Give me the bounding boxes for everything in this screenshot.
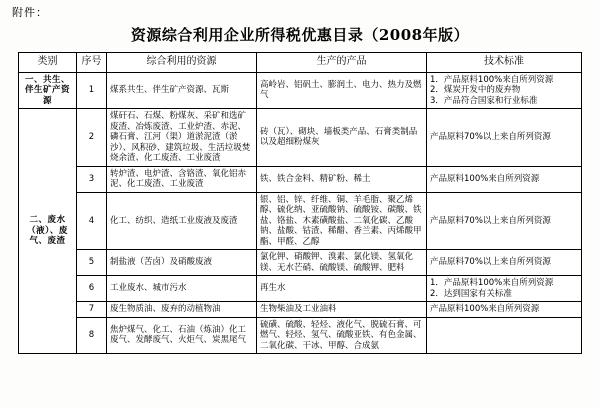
cell-no: 7 (77, 302, 107, 318)
table-row (19, 72, 582, 109)
cell-standard: 产品原料100%来自所列资源 (427, 302, 582, 318)
cell-product: 氯化钾、硝酸钾、溴素、氯化镁、氢氧化镁、无水芒硝、硫酸镁、硫酸钾、肥料 (257, 250, 427, 276)
cell-resource: 化工、纺织、造纸工业废液及废渣 (107, 192, 257, 250)
attachment-label: 附件： (12, 6, 48, 19)
page-title: 资源综合利用企业所得税优惠目录（2008年版） (130, 26, 470, 44)
cell-no: 1 (77, 72, 107, 109)
cell-standard (427, 276, 582, 302)
standard-line: 2．达到国家有关标准 (430, 288, 512, 299)
column-header-resource: 综合利用的资源 (107, 53, 257, 73)
cell-category: 一、共生、伴生矿产资源 (19, 72, 77, 109)
cell-resource: 转炉渣、电炉渣、含铬渣、氧化铝赤泥、化工废渣、工业废渣 (107, 166, 257, 192)
cell-standard: 产品原料100%来自所列资源 (427, 166, 582, 192)
cell-no: 8 (77, 317, 107, 354)
cell-product: 生物柴油及工业油料 (257, 302, 427, 318)
cell-standard: 产品原料70%以上来自所列资源 (427, 109, 582, 167)
standard-line: 3．产品符合国家和行业标准 (430, 95, 538, 106)
cell-resource: 煤系共生、伴生矿产资源、瓦斯 (107, 72, 257, 109)
column-header-no: 序号 (77, 53, 107, 73)
table-header-row (19, 53, 582, 73)
column-header-product: 生产的产品 (257, 53, 427, 73)
cell-product: 银、铝、锌、纤维、铜、羊毛脂、聚乙烯醇、硫化纳、亚硫酸钠、硫酸铵、碳酸、铁盐、铬盐、木素磺酸盐、二氧化碳、乙酸钠、盐酸、钴渣、稀醋、香兰素、丙烯酸甲酯、甲醛、乙醇 (257, 192, 427, 250)
table-row (19, 192, 582, 250)
cell-resource: 工业废水、城市污水 (107, 276, 257, 302)
cell-product: 硫磺、硫酸、轻烃、液化气、脱硫石膏、可燃气、轻烃、氢气、硫酸亚铁、有色金属、二氧化碳、干冰、甲醇、合成氨 (257, 317, 427, 354)
cell-category: 二、废水（液）、废气、废渣 (19, 109, 77, 354)
cell-no: 4 (77, 192, 107, 250)
table-row (19, 317, 582, 354)
column-header-category: 类别 (19, 53, 77, 73)
column-header-standard: 技术标准 (427, 53, 582, 73)
cell-no: 5 (77, 250, 107, 276)
cell-product: 高岭岩、铝矾土、膨润土、电力、热力及燃气 (257, 72, 427, 109)
cell-resource: 煤矸石、石煤、粉煤灰、采矿和选矿废渣、冶炼废渣、工业炉渣、赤泥、磷石膏、江河（渠）道淤泥渣（淤沙）、风积砂、建筑垃圾、生活垃圾焚烧余渣、化工废渣、工业废渣 (107, 109, 257, 167)
standard-line: 2．煤炭开发中的废弃物 (430, 85, 521, 95)
cell-standard: 产品原料70%以上来自所列资源 (427, 250, 582, 276)
table-row (19, 276, 582, 302)
cell-standard (427, 72, 582, 109)
cell-resource: 焦炉煤气、化工、石油（炼油）化工废气、发酵废气、火炬气、炭黑尾气 (107, 317, 257, 354)
cell-no: 2 (77, 109, 107, 167)
table-row (19, 250, 582, 276)
standard-line: 1．产品原料100%来自所列资源 (430, 278, 554, 288)
cell-no: 6 (77, 276, 107, 302)
cell-product: 砖（瓦）、砌块、墙板类产品、石膏类制品以及超细粉煤灰 (257, 109, 427, 167)
cell-resource: 废生物质油、废弃的动植物油 (107, 302, 257, 318)
table-row (19, 109, 582, 167)
cell-standard: 产品原料70%以上来自所列资源 (427, 192, 582, 250)
table-row (19, 302, 582, 318)
cell-product: 铁、铁合金料、精矿粉、稀土 (257, 166, 427, 192)
catalog-table (18, 52, 582, 354)
table-row (19, 166, 582, 192)
cell-standard (427, 317, 582, 354)
cell-resource: 制盐液（苦卤）及硝酸废液 (107, 250, 257, 276)
standard-line: 1．产品原料100%来自所列资源 (430, 74, 554, 85)
cell-product: 再生水 (257, 276, 427, 302)
cell-no: 3 (77, 166, 107, 192)
